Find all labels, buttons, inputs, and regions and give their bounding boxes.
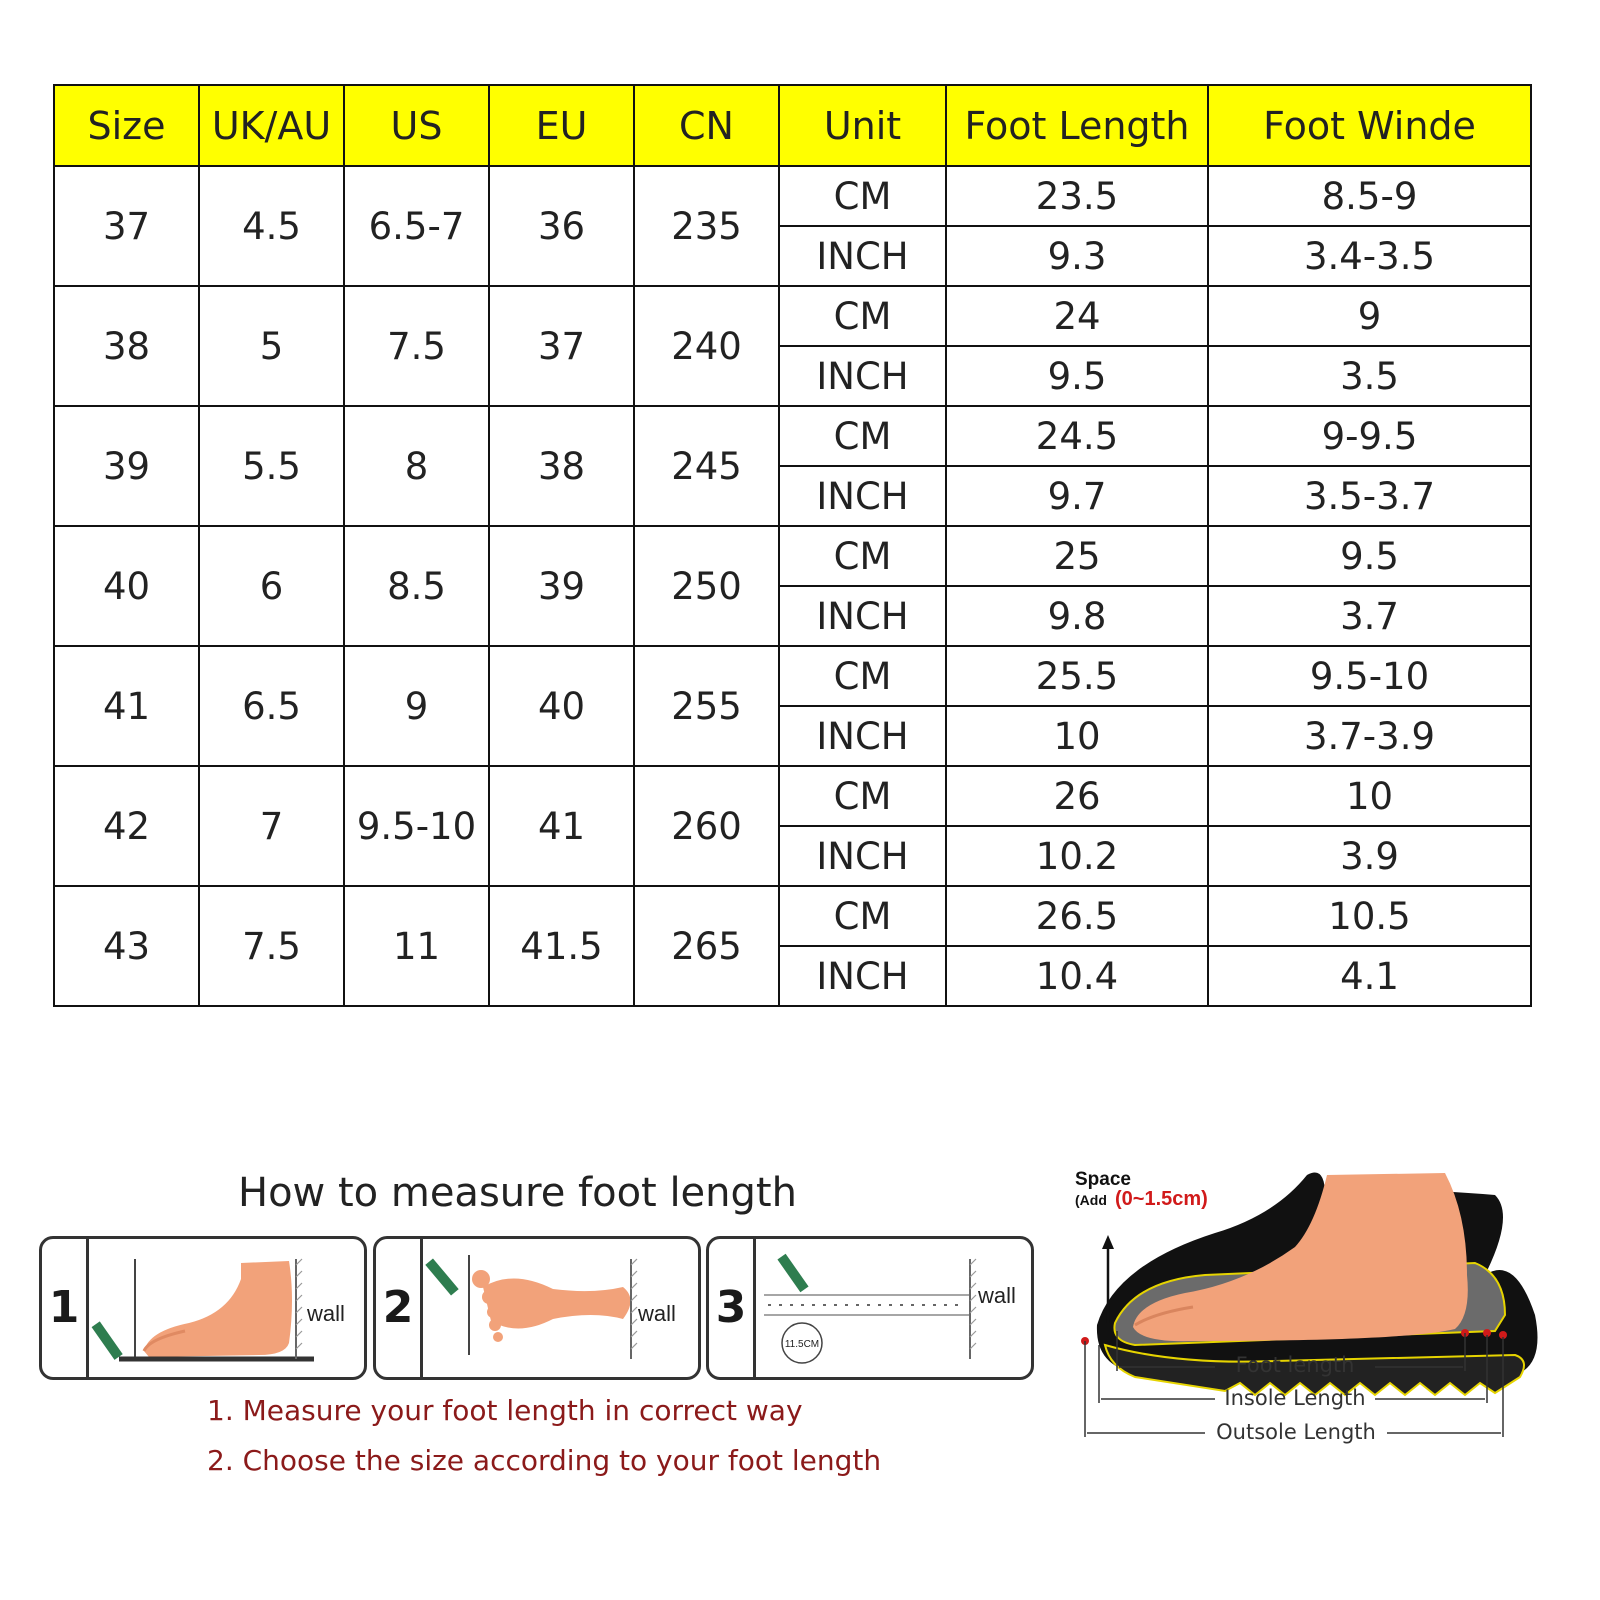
- unit-cell: INCH: [779, 946, 946, 1006]
- wall-label: wall: [978, 1283, 1016, 1308]
- uk-au-cell: 5: [199, 286, 344, 406]
- foot-length-cell: 10: [946, 706, 1208, 766]
- us-cell: 6.5-7: [344, 166, 489, 286]
- unit-cell: CM: [779, 646, 946, 706]
- foot-width-cell: 10.5: [1208, 886, 1531, 946]
- uk-au-cell: 5.5: [199, 406, 344, 526]
- unit-cell: CM: [779, 286, 946, 346]
- size-cell: 37: [54, 166, 199, 286]
- foot-width-cell: 3.7-3.9: [1208, 706, 1531, 766]
- foot-side-illustration: [89, 1239, 361, 1377]
- unit-cell: CM: [779, 166, 946, 226]
- foot-length-cell: 24.5: [946, 406, 1208, 466]
- foot-length-cell: 9.5: [946, 346, 1208, 406]
- uk-au-cell: 7: [199, 766, 344, 886]
- table-row: [54, 406, 1531, 466]
- foot-width-cell: 3.9: [1208, 826, 1531, 886]
- foot-length-cell: 9.3: [946, 226, 1208, 286]
- us-cell: 7.5: [344, 286, 489, 406]
- table-row: [54, 286, 1531, 346]
- eu-cell: 41.5: [489, 886, 634, 1006]
- cn-cell: 260: [634, 766, 779, 886]
- measure-step-3: [706, 1236, 1034, 1380]
- header-uk-au: UK/AU: [199, 85, 344, 166]
- unit-cell: CM: [779, 766, 946, 826]
- size-chart-table: [53, 84, 1532, 1007]
- step-number: 1: [42, 1239, 89, 1377]
- header-cn: CN: [634, 85, 779, 166]
- table-row: [54, 766, 1531, 826]
- cn-cell: 250: [634, 526, 779, 646]
- unit-cell: INCH: [779, 826, 946, 886]
- foot-width-cell: 9.5: [1208, 526, 1531, 586]
- insole-length-label: Insole Length: [1224, 1386, 1366, 1410]
- header-us: US: [344, 85, 489, 166]
- eu-cell: 37: [489, 286, 634, 406]
- step-2-illustration: [423, 1239, 698, 1377]
- cn-cell: 255: [634, 646, 779, 766]
- foot-length-cell: 25.5: [946, 646, 1208, 706]
- foot-length-cell: 23.5: [946, 166, 1208, 226]
- ruler-illustration: [756, 1239, 1028, 1377]
- instruction-1: 1. Measure your foot length in correct way: [207, 1394, 803, 1427]
- foot-width-cell: 3.7: [1208, 586, 1531, 646]
- eu-cell: 38: [489, 406, 634, 526]
- instruction-2: 2. Choose the size according to your foot length: [207, 1444, 882, 1477]
- cn-cell: 235: [634, 166, 779, 286]
- foot-width-cell: 8.5-9: [1208, 166, 1531, 226]
- uk-au-cell: 6.5: [199, 646, 344, 766]
- foot-width-cell: 9: [1208, 286, 1531, 346]
- foot-width-cell: 3.4-3.5: [1208, 226, 1531, 286]
- eu-cell: 40: [489, 646, 634, 766]
- size-cell: 39: [54, 406, 199, 526]
- unit-cell: INCH: [779, 466, 946, 526]
- table-row: [54, 646, 1531, 706]
- eu-cell: 36: [489, 166, 634, 286]
- pencil-icon: [425, 1258, 458, 1295]
- cn-cell: 240: [634, 286, 779, 406]
- foot-length-cell: 26.5: [946, 886, 1208, 946]
- foot-length-label: Foot length: [1235, 1353, 1355, 1377]
- foot-width-cell: 9.5-10: [1208, 646, 1531, 706]
- header-foot-length: Foot Length: [946, 85, 1208, 166]
- wall-label: wall: [638, 1301, 676, 1326]
- add-value: (0~1.5cm): [1115, 1188, 1208, 1210]
- unit-cell: INCH: [779, 226, 946, 286]
- size-cell: 40: [54, 526, 199, 646]
- header-foot-width: Foot Winde: [1208, 85, 1531, 166]
- unit-cell: INCH: [779, 346, 946, 406]
- shoe-length-diagram: [1075, 1155, 1555, 1485]
- add-label: (Add: [1075, 1192, 1107, 1208]
- cn-cell: 265: [634, 886, 779, 1006]
- foot-length-cell: 24: [946, 286, 1208, 346]
- foot-width-cell: 9-9.5: [1208, 406, 1531, 466]
- wall-label: wall: [307, 1301, 345, 1326]
- eu-cell: 41: [489, 766, 634, 886]
- uk-au-cell: 4.5: [199, 166, 344, 286]
- foot-width-cell: 10: [1208, 766, 1531, 826]
- ruler-badge-label: 11.5CM: [784, 1339, 820, 1350]
- foot-width-cell: 4.1: [1208, 946, 1531, 1006]
- measure-step-1: [39, 1236, 367, 1380]
- us-cell: 8: [344, 406, 489, 526]
- size-cell: 41: [54, 646, 199, 766]
- us-cell: 8.5: [344, 526, 489, 646]
- uk-au-cell: 7.5: [199, 886, 344, 1006]
- us-cell: 11: [344, 886, 489, 1006]
- table-row: [54, 886, 1531, 946]
- unit-cell: CM: [779, 526, 946, 586]
- foot-length-cell: 26: [946, 766, 1208, 826]
- pencil-icon: [777, 1254, 808, 1293]
- foot-length-cell: 10.2: [946, 826, 1208, 886]
- foot-length-cell: 25: [946, 526, 1208, 586]
- step-3-illustration: [756, 1239, 1031, 1377]
- foot-top-illustration: [423, 1239, 695, 1377]
- step-number: 2: [376, 1239, 423, 1377]
- table-row: [54, 526, 1531, 586]
- eu-cell: 39: [489, 526, 634, 646]
- foot-width-cell: 3.5-3.7: [1208, 466, 1531, 526]
- size-cell: 42: [54, 766, 199, 886]
- foot-length-cell: 10.4: [946, 946, 1208, 1006]
- unit-cell: CM: [779, 886, 946, 946]
- table-row: [54, 166, 1531, 226]
- table-header-row: [54, 85, 1531, 166]
- header-eu: EU: [489, 85, 634, 166]
- cn-cell: 245: [634, 406, 779, 526]
- space-arrow-icon: [1102, 1235, 1114, 1249]
- unit-cell: INCH: [779, 706, 946, 766]
- pencil-icon: [92, 1321, 123, 1360]
- space-label: Space: [1075, 1169, 1131, 1190]
- size-cell: 38: [54, 286, 199, 406]
- table-body: [54, 166, 1531, 1006]
- header-size: Size: [54, 85, 199, 166]
- size-cell: 43: [54, 886, 199, 1006]
- us-cell: 9.5-10: [344, 766, 489, 886]
- step-1-illustration: [89, 1239, 364, 1377]
- unit-cell: INCH: [779, 586, 946, 646]
- unit-cell: CM: [779, 406, 946, 466]
- measure-title: How to measure foot length: [238, 1170, 797, 1216]
- uk-au-cell: 6: [199, 526, 344, 646]
- measure-step-2: [373, 1236, 701, 1380]
- us-cell: 9: [344, 646, 489, 766]
- foot-length-cell: 9.7: [946, 466, 1208, 526]
- step-number: 3: [709, 1239, 756, 1377]
- outsole-length-label: Outsole Length: [1216, 1420, 1376, 1444]
- foot-length-cell: 9.8: [946, 586, 1208, 646]
- header-unit: Unit: [779, 85, 946, 166]
- foot-width-cell: 3.5: [1208, 346, 1531, 406]
